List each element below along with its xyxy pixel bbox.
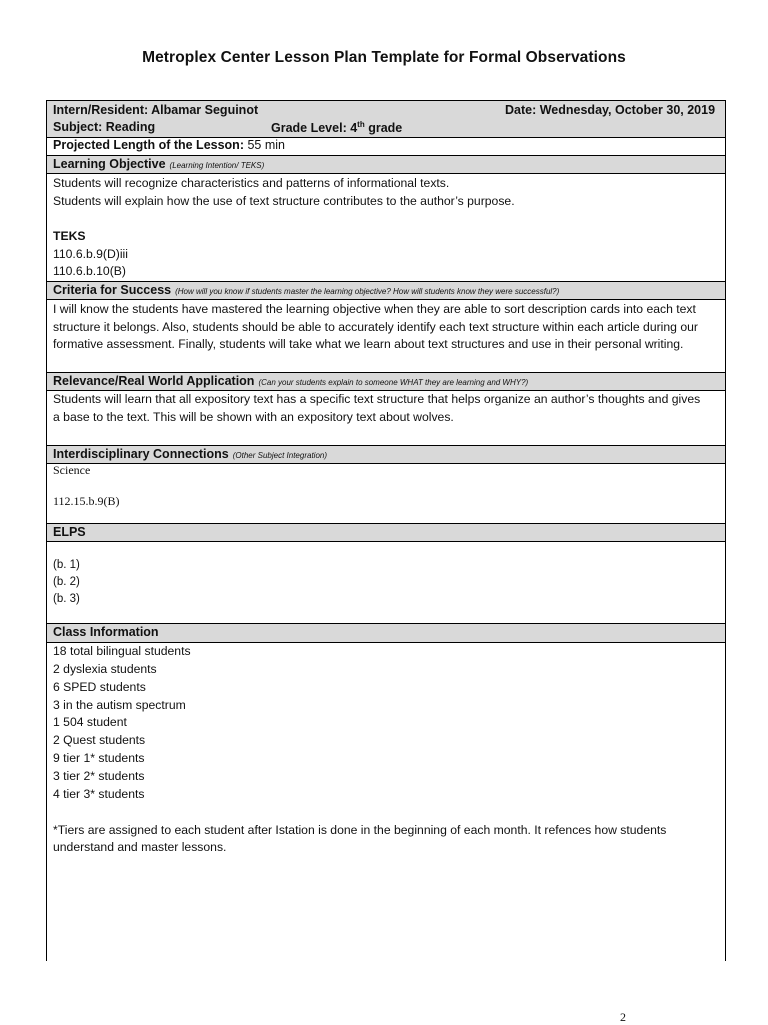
relevance-title: Relevance/Real World Application (53, 374, 255, 388)
class-info-item-7: 9 tier 1* students (53, 751, 145, 765)
elps-header (47, 523, 725, 542)
learning-objective-heading (53, 157, 264, 171)
class-info-item-3: 6 SPED students (53, 680, 146, 694)
learning-objective-line-2: Students will explain how the use of text structure contributes to the author’s purpose. (53, 194, 515, 208)
intern-label: Intern/Resident: Albamar Seguinot (53, 103, 259, 117)
relevance-header (47, 372, 725, 391)
grade-suffix: grade (364, 121, 403, 136)
criteria-hint: (How will you know if students master the learning objective? How will students know they were successful?) (175, 287, 560, 296)
class-info-item-5: 1 504 student (53, 715, 127, 729)
elps-item-3: (b. 3) (53, 593, 80, 605)
class-info-note-line-2: understand and master lessons. (53, 840, 227, 854)
date-label: Date: Wednesday, October 30, 2019 (505, 103, 716, 117)
lesson-length-row (47, 138, 725, 155)
class-info-item-9: 4 tier 3* students (53, 787, 145, 801)
relevance-line-2: a base to the text. This will be shown with an expository text about wolves. (53, 410, 454, 424)
lesson-plan-table (46, 100, 726, 961)
class-info-note-line-1: *Tiers are assigned to each student after Istation is done in the beginning of each month. It refences how students (53, 823, 667, 837)
interdisciplinary-heading (53, 447, 327, 461)
class-info-item-1: 18 total bilingual students (53, 644, 191, 658)
interdisciplinary-hint: (Other Subject Integration) (232, 451, 328, 460)
class-info-heading: Class Information (53, 625, 159, 639)
criteria-line-3: formative assessment. Finally, students will take what we learn about text structures and use in their personal writing. (53, 337, 684, 351)
interdisciplinary-title: Interdisciplinary Connections (53, 447, 229, 461)
lesson-length-label: Projected Length of the Lesson: (53, 138, 244, 152)
learning-objective-title: Learning Objective (53, 157, 166, 171)
interdisciplinary-standard: 112.15.b.9(B) (53, 494, 120, 508)
subject-label: Subject: Reading (53, 120, 156, 134)
lesson-length-value: 55 min (244, 138, 285, 152)
learning-objective-line-1: Students will recognize characteristics and patterns of informational texts. (53, 176, 450, 190)
header-block (47, 101, 725, 138)
class-info-item-6: 2 Quest students (53, 733, 146, 747)
learning-objective-hint: (Learning Intention/ TEKS) (169, 161, 265, 170)
teks-item-2: 110.6.b.10(B) (53, 264, 126, 278)
document-title: Metroplex Center Lesson Plan Template for Formal Observations (142, 49, 626, 66)
class-info-header (47, 623, 725, 643)
relevance-heading (53, 374, 528, 388)
elps-heading: ELPS (53, 525, 86, 539)
page-number: 2 (620, 1010, 626, 1024)
criteria-header (47, 281, 725, 300)
elps-item-1: (b. 1) (53, 559, 80, 571)
teks-item-1: 110.6.b.9(D)iii (53, 247, 128, 261)
criteria-heading (53, 283, 559, 297)
grade-prefix: Grade Level: 4 (271, 121, 358, 136)
elps-item-2: (b. 2) (53, 576, 80, 588)
learning-objective-header (47, 155, 725, 174)
class-info-item-4: 3 in the autism spectrum (53, 698, 186, 712)
criteria-title: Criteria for Success (53, 283, 172, 297)
grade-sup: th (357, 120, 365, 129)
class-info-item-2: 2 dyslexia students (53, 662, 157, 676)
criteria-line-1: I will know the students have mastered the learning objective when they are able to sort description cards into each text (53, 302, 696, 316)
grade-level-label (271, 120, 402, 135)
relevance-hint: (Can your students explain to someone WHAT they are learning and WHY?) (258, 378, 529, 387)
interdisciplinary-header (47, 445, 725, 464)
relevance-line-1: Students will learn that all expository text has a specific text structure that helps organize an author’s thoughts and gives (53, 392, 701, 406)
interdisciplinary-subject: Science (53, 463, 91, 477)
class-info-item-8: 3 tier 2* students (53, 769, 145, 783)
lesson-length (53, 138, 285, 152)
criteria-line-2: structure it belongs. Also, students should be able to accurately identify each text structure within each article during our (53, 320, 698, 334)
teks-label: TEKS (53, 229, 86, 243)
